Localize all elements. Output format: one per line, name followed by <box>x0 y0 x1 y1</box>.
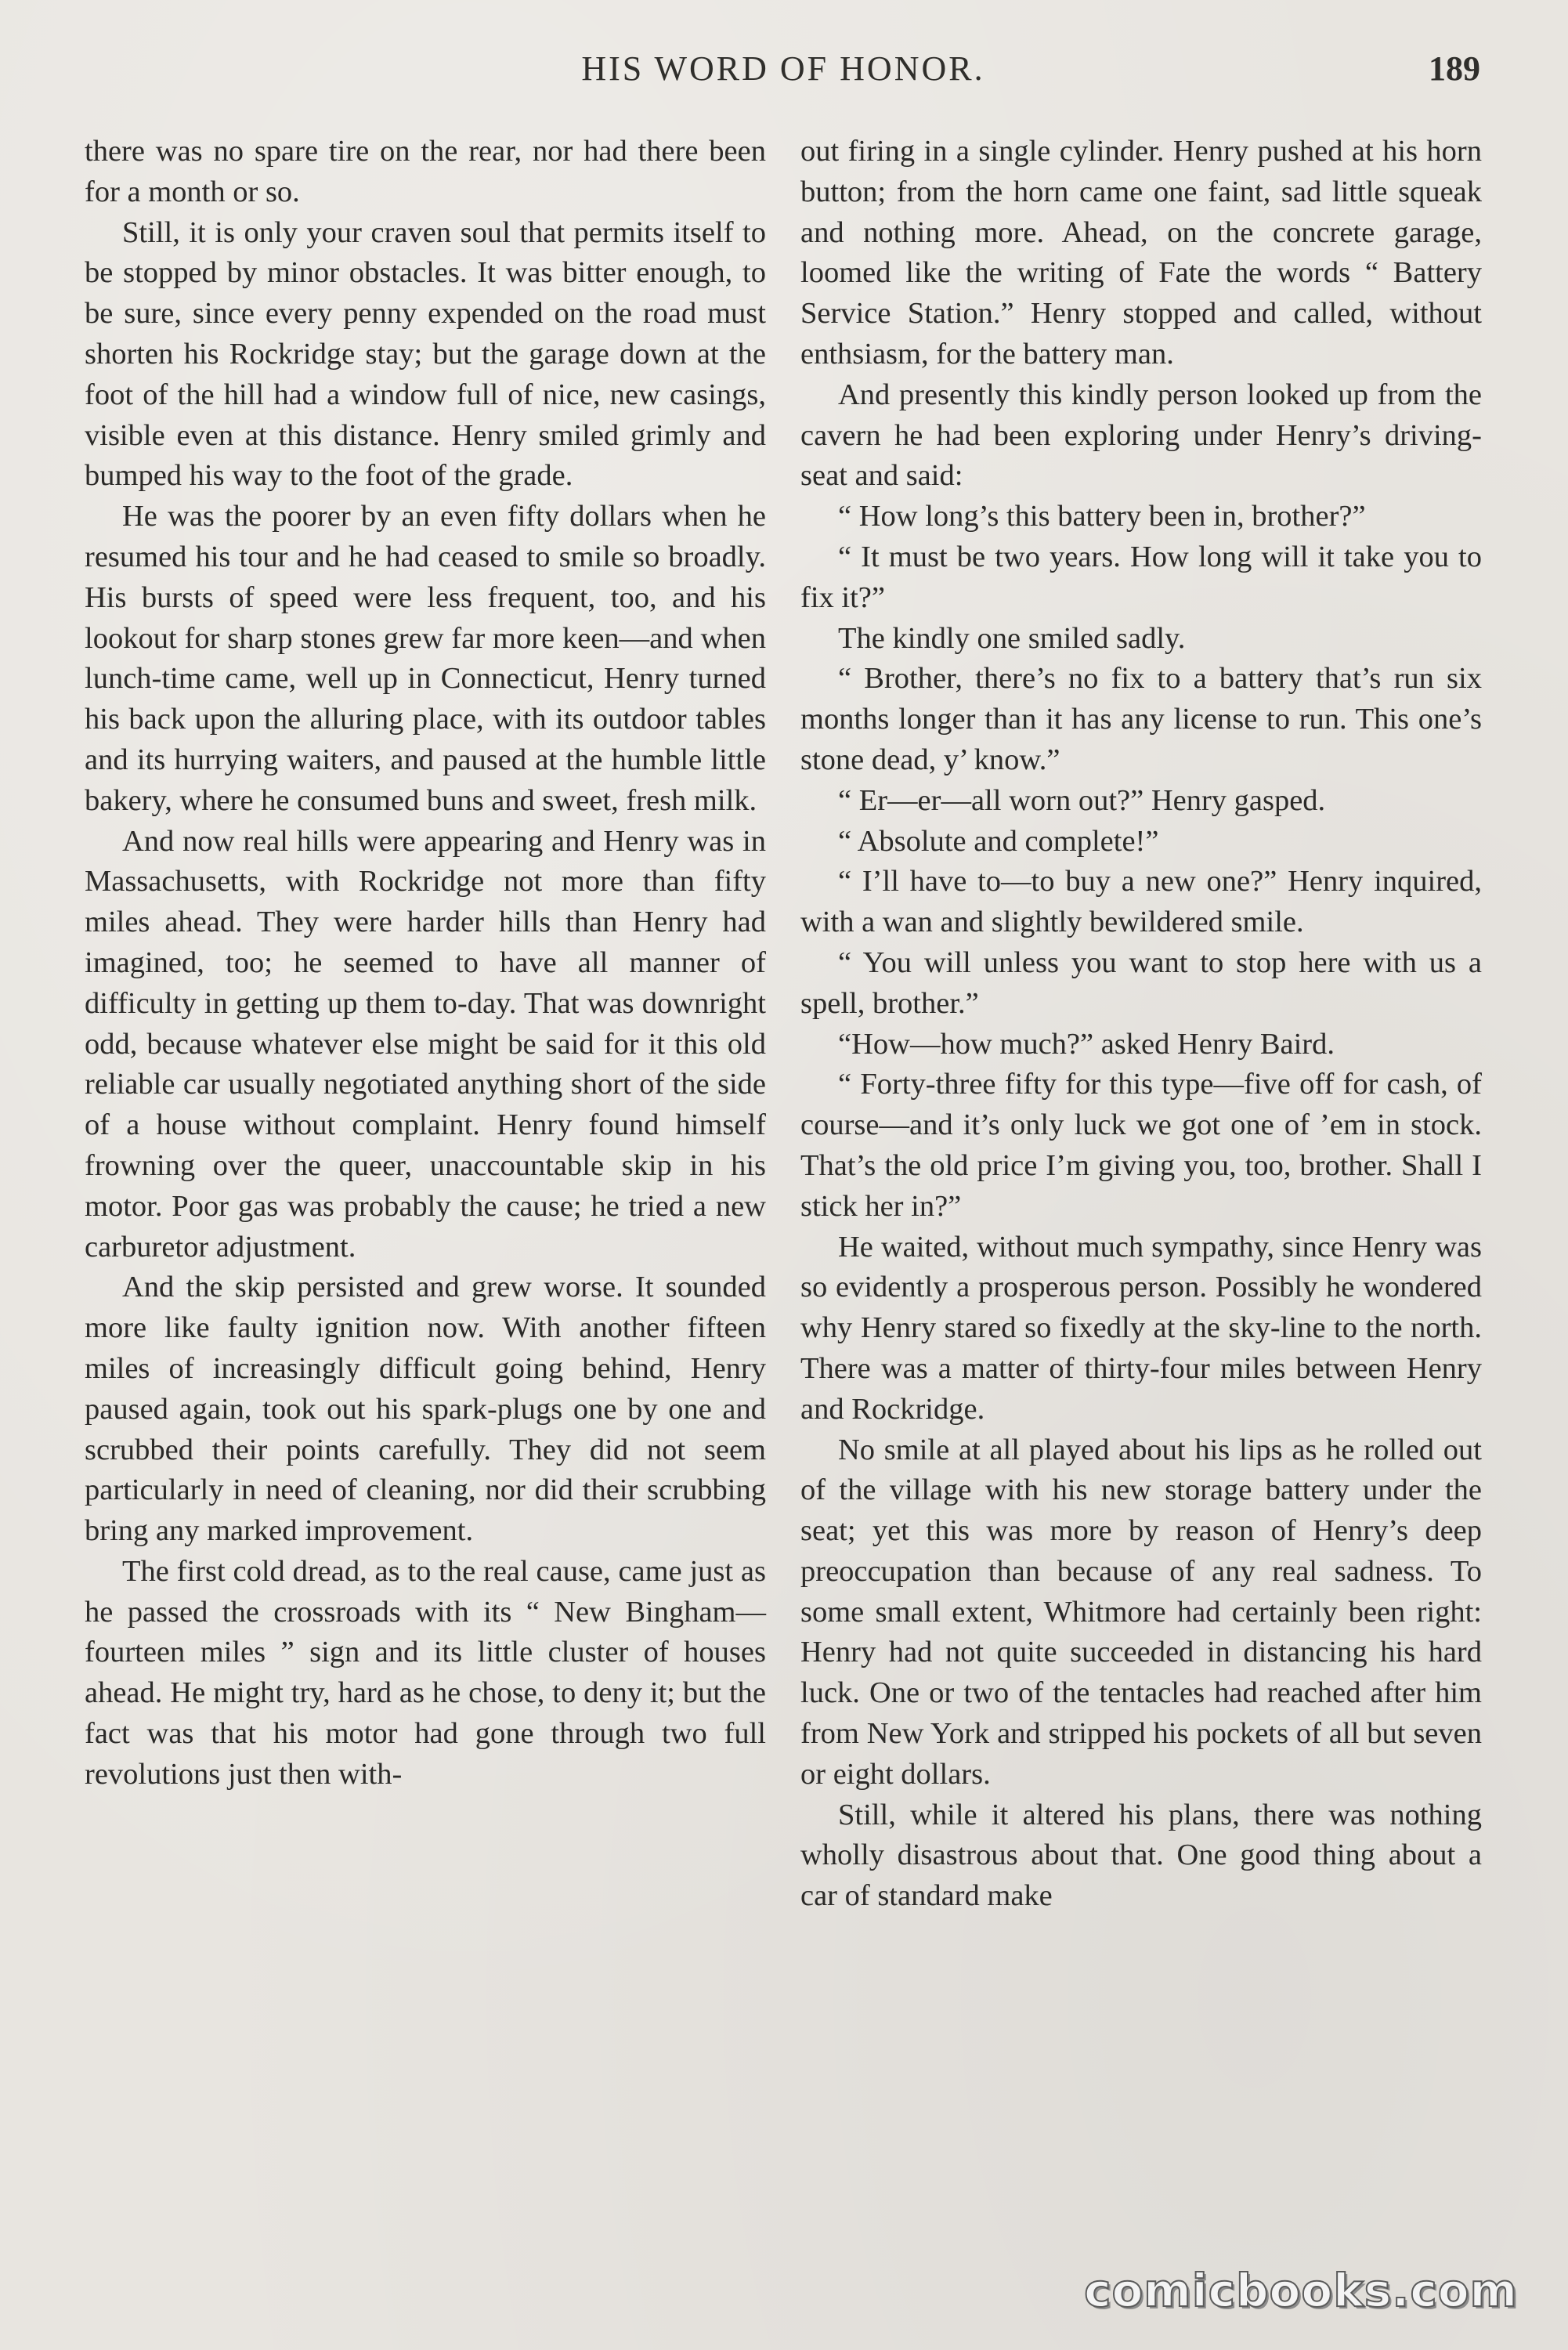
paragraph: And the skip persisted and grew worse. It sounded more like faulty ignition now. With another fifteen miles of increasingly difficult going behind, Henry paused again, took out his spark-plugs one by one and scrubbed their points carefully. They did not seem particularly in need of cleaning, nor did their scrubbing bring any marked improvement. <box>85 1271 766 1548</box>
page-header <box>78 49 1488 103</box>
paragraph: He waited, without much sympathy, since Henry was so evidently a prosperous person. Possibly he wondered why Henry stared so fixedly at the sky-line to the north. There was a matter of thirty-four miles between Henry and Rockridge. <box>800 1230 1482 1426</box>
paragraph: Still, while it altered his plans, there was nothing wholly disastrous about that. One good thing about a car of standard make <box>800 1798 1482 1913</box>
running-title: HIS WORD OF HONOR. <box>581 49 985 88</box>
paragraph: He was the poorer by an even fifty dollars when he resumed his tour and he had ceased to smile so broadly. His bursts of speed were less frequent, too, and his lookout for sharp stones grew far more keen—and when lunch-time came, well up in Connecticut, Henry turned his back upon the alluring place, with its outdoor tables and its hurrying waiters, and paused at the humble little bakery, where he consumed buns and sweet, fresh milk. <box>85 500 766 817</box>
paragraph: there was no spare tire on the rear, nor had there been for a month or so. <box>85 135 766 208</box>
right-column <box>800 132 1482 1917</box>
paragraph: “ I’ll have to—to buy a new one?” Henry inquired, with a wan and slightly bewildered smile. <box>800 865 1482 939</box>
paragraph: “ Brother, there’s no fix to a battery that’s run six months longer than it has any license to run. This one’s stone dead, y’ know.” <box>800 662 1482 776</box>
paragraph: The first cold dread, as to the real cause, came just as he passed the crossroads with its “ New Bingham—fourteen miles ” sign and its little cluster of houses ahead. He might try, hard as he chose, to deny it; but the fact was that his motor had gone through two full revolutions just then with- <box>85 1554 766 1791</box>
paragraph: out firing in a single cylinder. Henry pushed at his horn button; from the horn came one faint, sad little squeak and nothing more. Ahead, on the concrete garage, loomed like the writing of Fate the words “ Battery Service Station.” Henry stopped and called, without enthsiasm, for the battery man. <box>800 135 1482 371</box>
paragraph: No smile at all played about his lips as he rolled out of the village with his new storage battery under the seat; yet this was more by reason of Henry’s deep preoccupation than because of any real sadness. To some small extent, Whitmore had certainly been right: Henry had not quite succeeded in distancing his hard luck. One or two of the tentacles had reached after him from New York and stripped his pockets of all but seven or eight dollars. <box>800 1433 1482 1791</box>
paragraph: “ It must be two years. How long will it take you to fix it?” <box>800 540 1482 614</box>
paragraph: And presently this kindly person looked up from the cavern he had been exploring under Henry’s driving-seat and said: <box>800 378 1482 493</box>
site-watermark: comicbooks.com <box>1084 2264 1518 2317</box>
left-column <box>85 132 766 1795</box>
paragraph: “How—how much?” asked Henry Baird. <box>838 1027 1335 1061</box>
paragraph: “ Absolute and complete!” <box>838 824 1159 858</box>
paragraph: “ Er—er—all worn out?” Henry gasped. <box>838 783 1326 817</box>
paragraph: Still, it is only your craven soul that permits itself to be stopped by minor obstacles. It was bitter enough, to be sure, since every penny expended on the road must shorten his Rockridge stay; but the garage down at the foot of the hill had a window full of nice, new casings, visible even at this distance. Henry smiled grimly and bumped his way to the foot of the grade. <box>85 215 766 493</box>
paragraph: “ You will unless you want to stop here with us a spell, brother.” <box>800 945 1482 1020</box>
paragraph: The kindly one smiled sadly. <box>838 621 1186 655</box>
page-number: 189 <box>1429 49 1480 88</box>
paragraph: “ How long’s this battery been in, brother?” <box>838 500 1366 533</box>
paragraph: “ Forty-three fifty for this type—five off for cash, of course—and it’s only luck we got one of ’em in stock. That’s the old price I’m giving you, too, brother. Shall I stick her in?” <box>800 1068 1482 1223</box>
paragraph: And now real hills were appearing and Henry was in Massachusetts, with Rockridge not more than fifty miles ahead. They were harder hills than Henry had imagined, too; he seemed to have all manner of difficulty in getting up them to-day. That was downright odd, because whatever else might be said for it this old reliable car usually negotiated anything short of the side of a house without complaint. Henry found himself frowning over the queer, unaccountable skip in his motor. Poor gas was probably the cause; he tried a new carburetor adjustment. <box>85 824 766 1264</box>
